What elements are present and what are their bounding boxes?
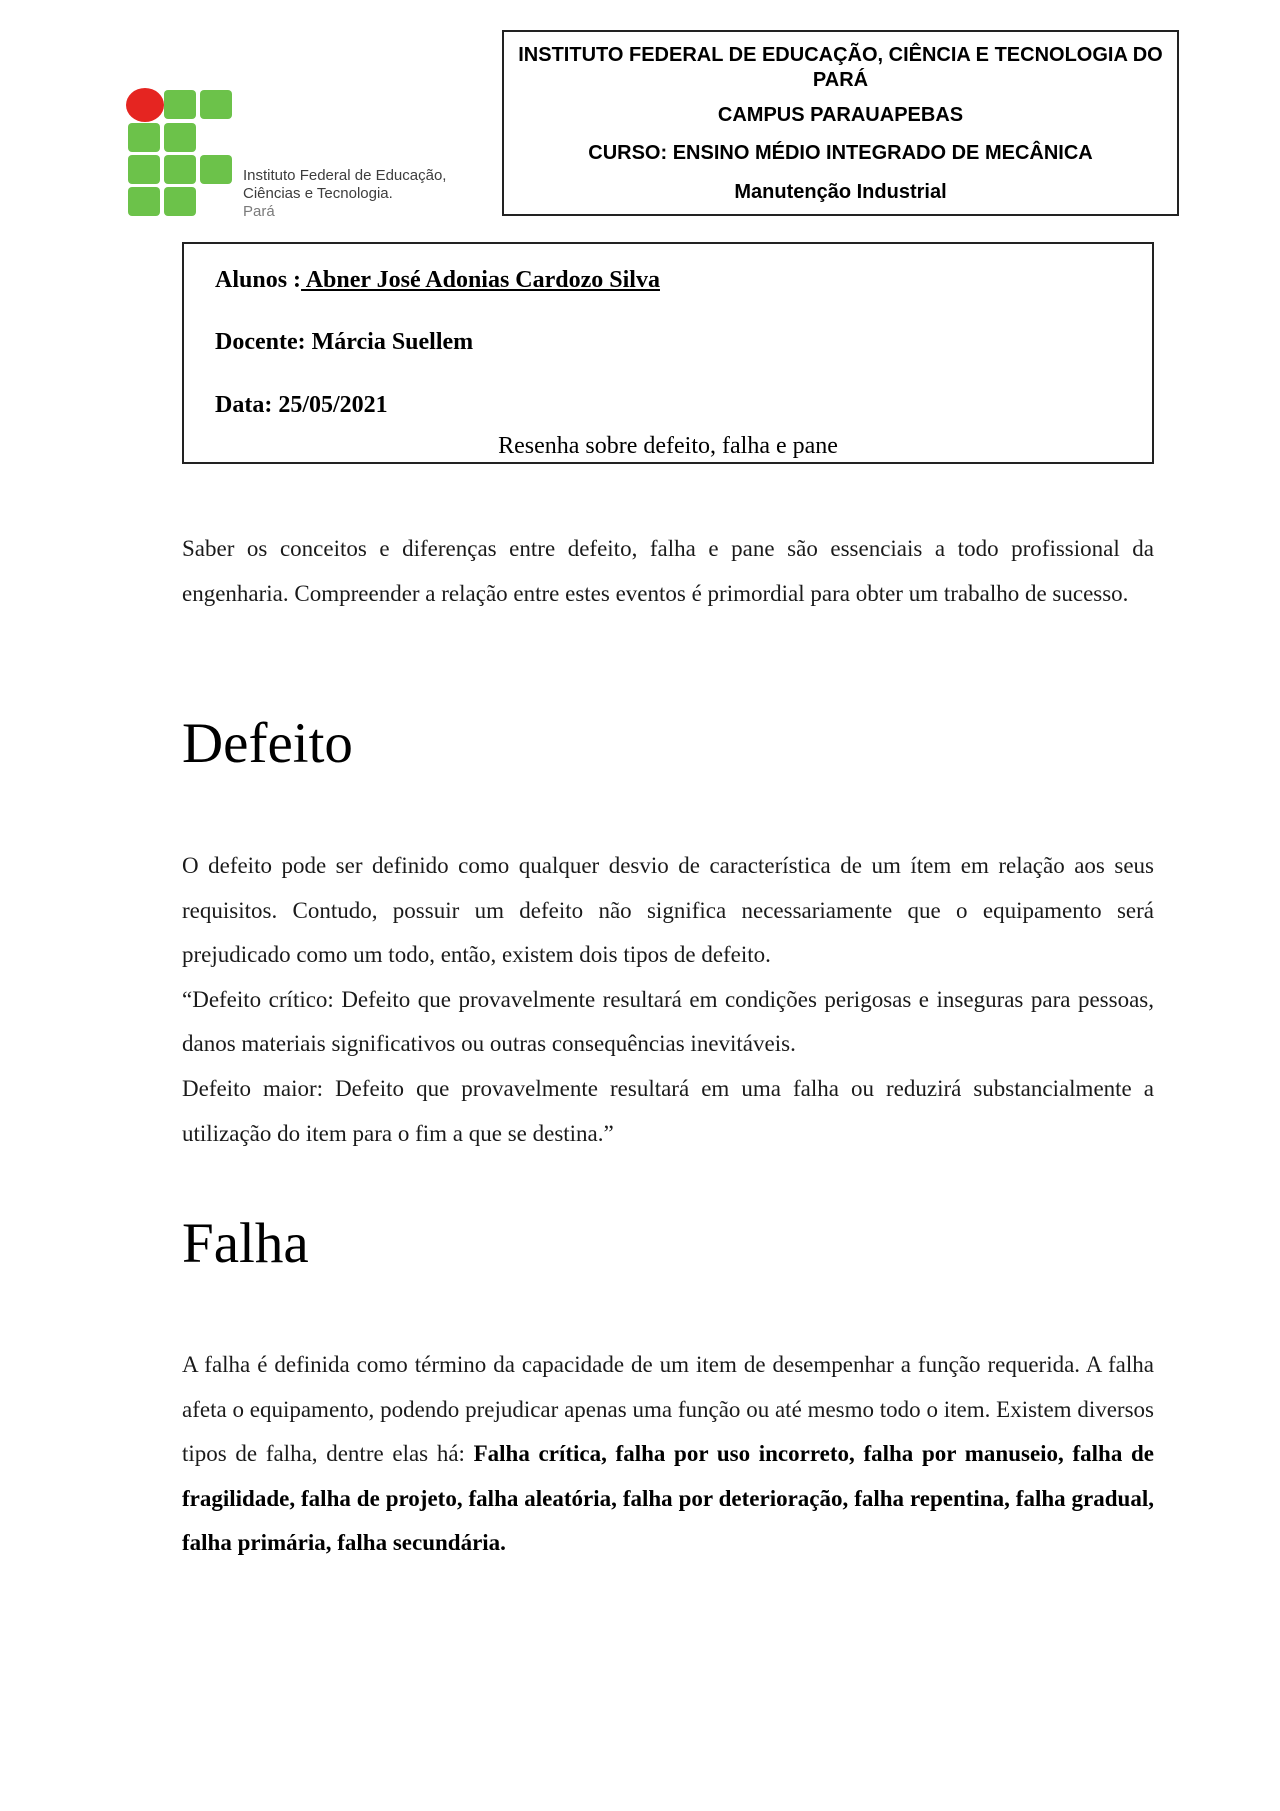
date-label: Data:	[215, 392, 273, 418]
institution-name-text: INSTITUTO FEDERAL DE EDUCAÇÃO, CIÊNCIA E TECNOLOGIA DO PARÁ	[518, 44, 1163, 91]
logo-square	[164, 123, 196, 152]
logo-square	[128, 155, 160, 184]
logo-text-line: Ciências e Tecnologia.	[243, 185, 393, 202]
defeito-critico-paragraph: “Defeito crítico: Defeito que provavelmente resultará em condições perigosas e inseguras para pessoas, danos materiais significativos ou outras consequências inevitáveis.	[182, 986, 1154, 1057]
student-info-box	[182, 242, 1154, 464]
logo-square	[164, 187, 196, 216]
logo-square	[164, 155, 196, 184]
falha-paragraph-text: A falha é definida como término da capacidade de um item de desempenhar a função requerida. A falha afeta o equipamento, podendo prejudicar apenas uma função ou até mesmo todo o item. Existem diversos tipos de falha, dentre elas há:	[182, 1352, 1154, 1467]
institution-header-box	[502, 30, 1179, 216]
intro-paragraph: Saber os conceitos e diferenças entre defeito, falha e pane são essenciais a todo profissional da engenharia. Compreender a relação entre estes eventos é primordial para obter um trabalho de sucesso.	[182, 536, 1154, 606]
teacher-value: Márcia Suellem	[305, 329, 474, 355]
defeito-heading: Defeito	[182, 712, 353, 775]
falha-heading: Falha	[182, 1212, 309, 1275]
logo-square	[128, 123, 160, 152]
campus-name: CAMPUS PARAUAPEBAS	[717, 104, 964, 126]
subject-name: Manutenção Industrial	[734, 181, 947, 203]
students-value: Abner José Adonias Cardozo Silva	[301, 267, 660, 293]
students-row	[215, 266, 660, 294]
falha-types-list: Falha crítica, falha por uso incorreto, falha por manuseio, falha de fragilidade, falha de projeto, falha aleatória, falha por deterioração, falha repentina, falha gradual, falha primária, falha secundária.	[182, 1441, 1155, 1556]
defeito-paragraph: O defeito pode ser definido como qualquer desvio de característica de um ítem em relação aos seus requisitos. Contudo, possuir um defeito não significa necessariamente que o equipamento será prejudicado como um todo, então, existem dois tipos de defeito.	[182, 853, 1154, 968]
defeito-section-body	[182, 844, 1154, 1156]
logo-text-line: Pará	[243, 203, 275, 220]
logo-square	[164, 90, 196, 119]
defeito-maior-paragraph: Defeito maior: Defeito que provavelmente resultará em uma falha ou reduzirá substancialmente a utilização do item para o fim a que se destina.”	[182, 1075, 1154, 1146]
institution-logo	[126, 88, 466, 222]
date-value: 25/05/2021	[272, 392, 388, 418]
review-title: Resenha sobre defeito, falha e pane	[498, 433, 838, 459]
falha-paragraph	[182, 1343, 1154, 1566]
logo-text-line: Instituto Federal de Educação,	[243, 167, 447, 184]
logo-square	[200, 90, 232, 119]
logo-square	[200, 155, 232, 184]
institution-name	[504, 43, 1177, 93]
course-name: CURSO: ENSINO MÉDIO INTEGRADO DE MECÂNICA	[588, 142, 1093, 164]
logo-mark	[126, 88, 236, 218]
logo-red-circle	[126, 88, 164, 122]
logo-square	[128, 187, 160, 216]
students-label: Alunos :	[215, 267, 302, 293]
date-row	[215, 391, 388, 419]
teacher-row	[215, 328, 473, 356]
teacher-label: Docente:	[215, 329, 306, 355]
logo-text	[243, 167, 446, 221]
